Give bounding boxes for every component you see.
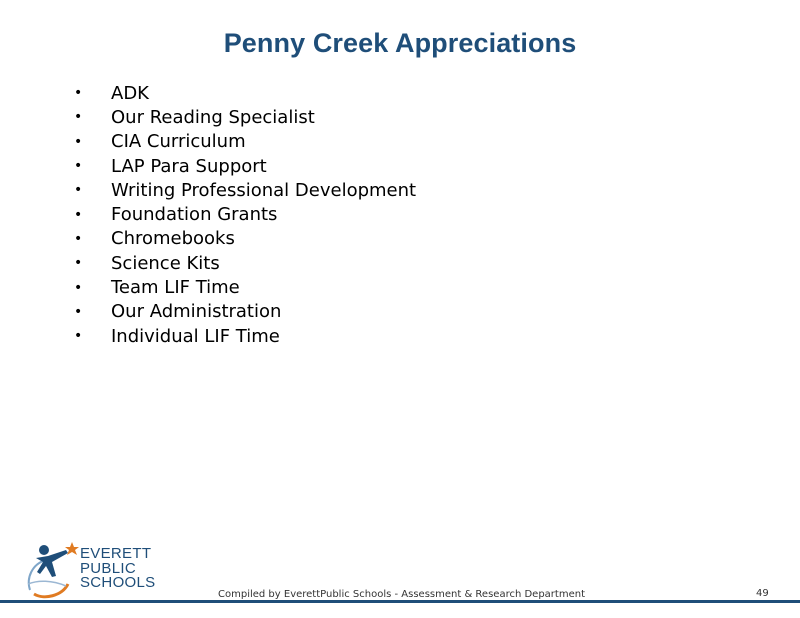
logo-line: SCHOOLS bbox=[80, 574, 156, 591]
page-number: 49 bbox=[756, 588, 769, 599]
list-item bbox=[74, 130, 416, 154]
footer-note: Compiled by EverettPublic Schools - Assessment & Research Department bbox=[218, 589, 585, 600]
list-item bbox=[74, 324, 416, 348]
list-item-label: Chromebooks bbox=[111, 228, 235, 250]
everett-public-schools-logo-icon bbox=[22, 540, 82, 602]
bullet-icon: • bbox=[74, 279, 83, 296]
list-item-label: CIA Curriculum bbox=[111, 131, 246, 153]
list-item bbox=[74, 275, 416, 299]
list-item-label: Foundation Grants bbox=[111, 204, 278, 226]
list-item bbox=[74, 300, 416, 324]
list-item bbox=[74, 81, 416, 105]
bullet-icon: • bbox=[74, 206, 83, 223]
bullet-icon: • bbox=[74, 303, 83, 320]
list-item-label: Science Kits bbox=[111, 252, 220, 274]
bullet-list bbox=[74, 81, 416, 348]
list-item-label: Our Administration bbox=[111, 301, 282, 323]
everett-public-schools-logo bbox=[22, 540, 167, 600]
list-item bbox=[74, 251, 416, 275]
list-item-label: Individual LIF Time bbox=[111, 325, 280, 347]
logo-line: EVERETT bbox=[80, 545, 152, 562]
list-item bbox=[74, 105, 416, 129]
bullet-icon: • bbox=[74, 328, 83, 345]
list-item bbox=[74, 178, 416, 202]
list-item-label: Writing Professional Development bbox=[111, 179, 417, 201]
list-item bbox=[74, 227, 416, 251]
bullet-icon: • bbox=[74, 182, 83, 199]
bullet-icon: • bbox=[74, 158, 83, 175]
list-item bbox=[74, 202, 416, 226]
footer-rule bbox=[0, 600, 800, 603]
list-item-label: Team LIF Time bbox=[111, 277, 240, 299]
logo-line: PUBLIC bbox=[80, 559, 136, 577]
list-item-label: ADK bbox=[111, 82, 149, 104]
bullet-icon: • bbox=[74, 85, 83, 102]
bullet-icon: • bbox=[74, 230, 83, 247]
list-item bbox=[74, 154, 416, 178]
slide-title: Penny Creek Appreciations bbox=[223, 28, 577, 58]
list-item-label: LAP Para Support bbox=[111, 155, 267, 177]
list-item-label: Our Reading Specialist bbox=[111, 106, 315, 128]
bullet-icon: • bbox=[74, 255, 83, 272]
bullet-icon: • bbox=[74, 109, 83, 126]
bullet-icon: • bbox=[74, 133, 83, 150]
logo-wordmark bbox=[80, 547, 155, 591]
